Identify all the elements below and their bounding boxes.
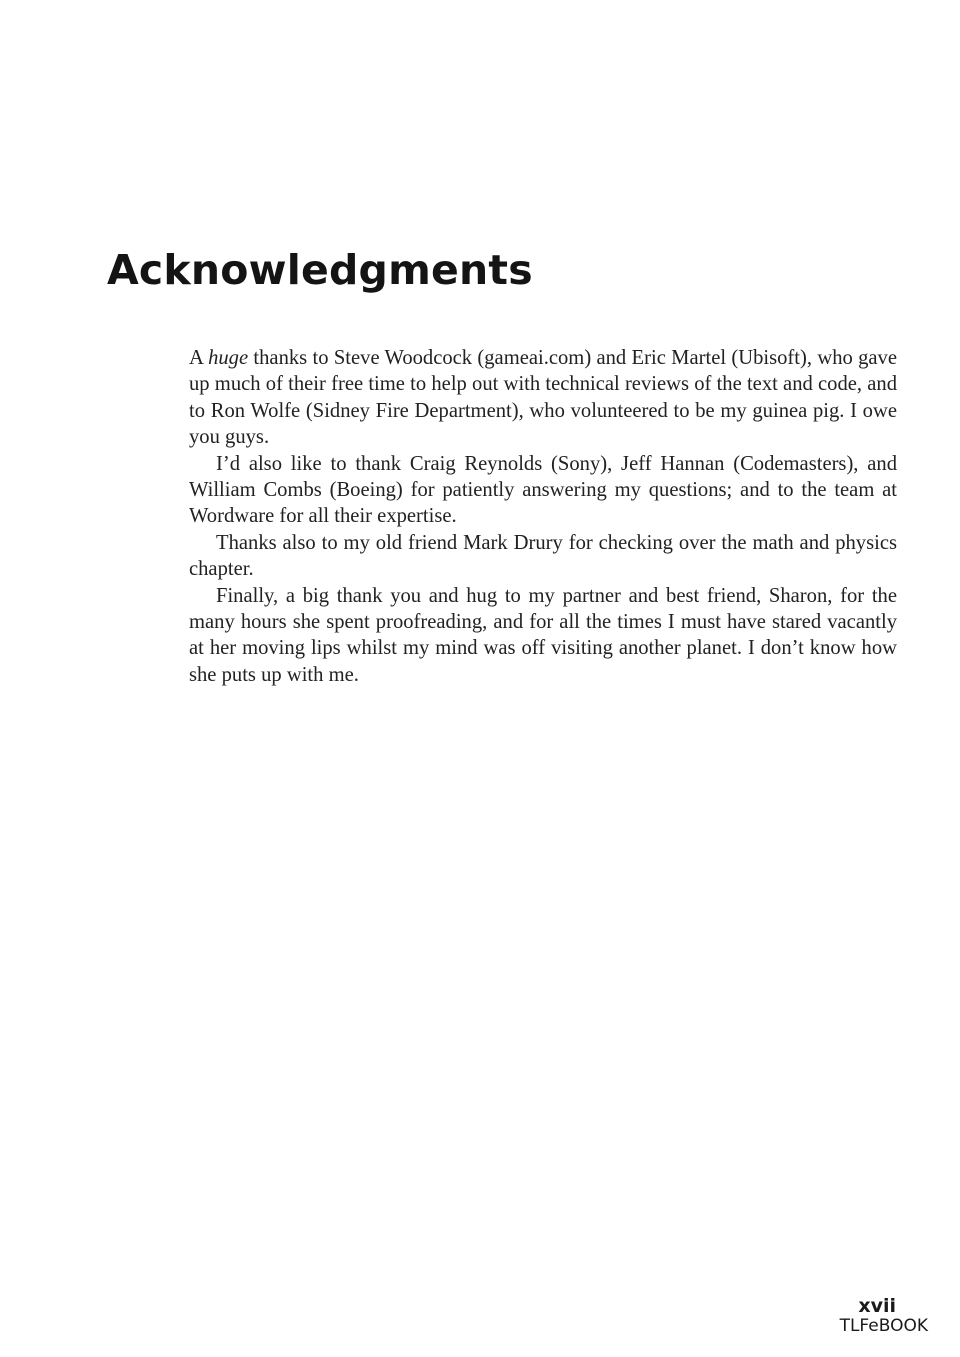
- paragraph-3: Thanks also to my old friend Mark Drury for checking over the math and physics chapter.: [189, 531, 897, 581]
- paragraph-1-start: A: [189, 347, 209, 369]
- paragraph-4: Finally, a big thank you and hug to my partner and best friend, Sharon, for the many hours she spent proofreading, and for all the times I must have stared vacantly at her moving lips whilst my mind was off visiting another planet. I don’t know how she puts up with me.: [189, 584, 897, 686]
- paragraph-1-emphasis: huge: [208, 347, 249, 369]
- paragraph-2: I’d also like to thank Craig Reynolds (Sony), Jeff Hannan (Codemasters), and William Combs (Boeing) for patiently answering my questions; and to the team at Wordware for all their expertise.: [189, 452, 897, 528]
- acknowledgments-body: [189, 345, 897, 688]
- page-number: xvii: [858, 1295, 896, 1317]
- paragraph-1-rest: thanks to Steve Woodcock (gameai.com) and Eric Martel (Ubisoft), who gave up much of their free time to help out with technical reviews of the text and code, and to Ron Wolfe (Sidney Fire Department), who volunteered to be my guinea pig. I owe you guys.: [189, 347, 897, 449]
- page-title: Acknowledgments: [107, 246, 533, 294]
- footer-tag: TLFeBOOK: [839, 1316, 928, 1336]
- paragraph-1: [189, 345, 897, 451]
